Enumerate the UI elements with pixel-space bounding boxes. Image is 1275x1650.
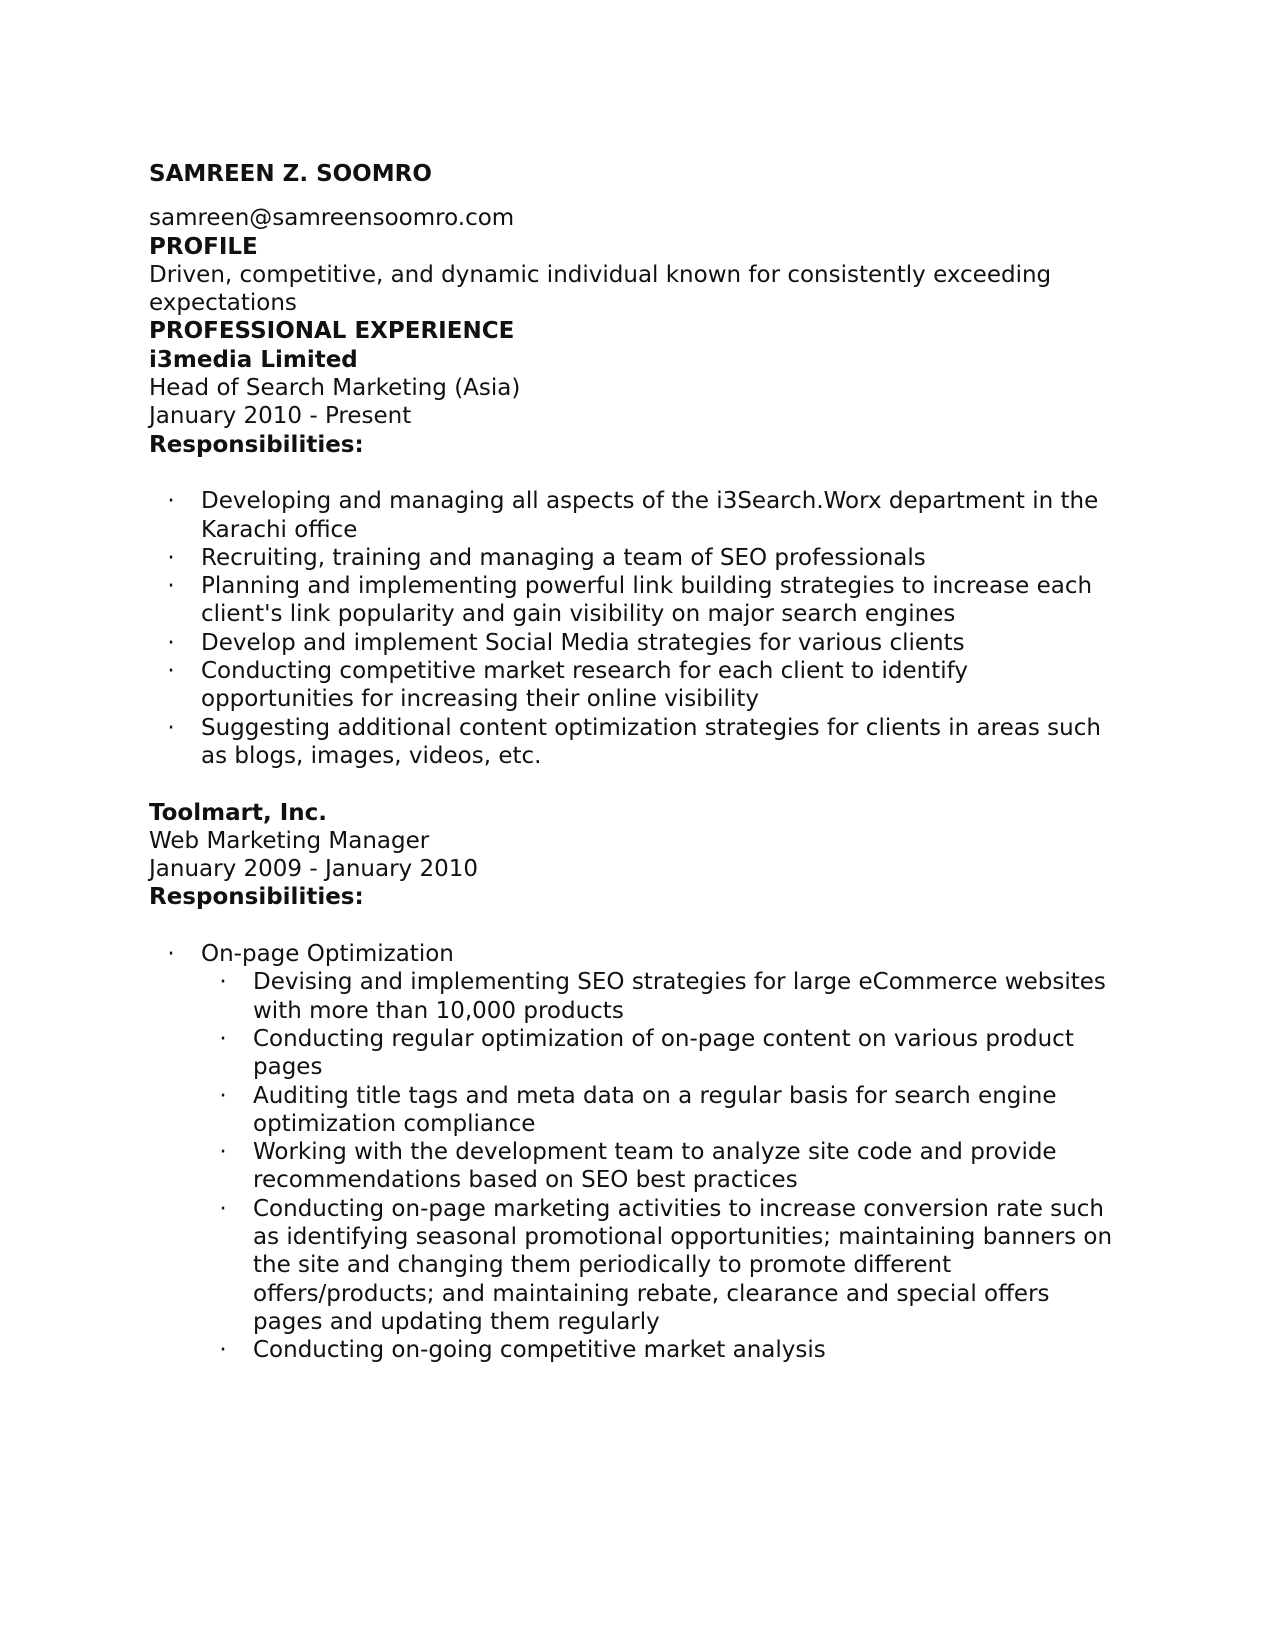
company-name: Toolmart, Inc.	[149, 799, 327, 826]
experience-heading: PROFESSIONAL EXPERIENCE	[149, 318, 515, 345]
spacer	[149, 770, 1124, 798]
list-item	[149, 714, 1124, 771]
bullet-icon: ·	[167, 573, 175, 600]
list-item-text: Conducting regular optimization of on-page content on various product pages	[253, 1025, 1074, 1081]
spacer	[149, 912, 1124, 940]
bullet-icon: ·	[219, 969, 227, 996]
list-item	[149, 544, 1124, 572]
bullet-icon: ·	[219, 1139, 227, 1166]
bullet-icon: ·	[219, 1337, 227, 1364]
list-item-text: Develop and implement Social Media strategies for various clients	[201, 629, 965, 656]
sub-responsibility-list	[201, 968, 1124, 1364]
list-item	[149, 940, 1124, 1364]
company-name: i3media Limited	[149, 346, 358, 373]
list-item-text: Developing and managing all aspects of the i3Search.Worx department in the Karachi office	[201, 488, 1099, 543]
list-item-text: Conducting on-page marketing activities to increase conversion rate such as identifying seasonal promotional opportunities; maintaining banners on the site and changing them periodically to promote different offers/products; and maintaining rebate, clearance and special offers pages and updating them regularly	[253, 1195, 1113, 1335]
bullet-icon: ·	[219, 1082, 227, 1109]
list-item-text: Working with the development team to analyze site code and provide recommendations based on SEO best practices	[253, 1139, 1057, 1194]
job-dates: January 2009 - January 2010	[149, 856, 478, 883]
list-item	[149, 487, 1124, 544]
list-item	[201, 1082, 1124, 1139]
list-item	[201, 1025, 1124, 1082]
list-item-text: Auditing title tags and meta data on a regular basis for search engine optimization compliance	[253, 1082, 1057, 1137]
list-item	[201, 968, 1124, 1025]
bullet-icon: ·	[219, 1025, 227, 1052]
list-item-text: Suggesting additional content optimization strategies for clients in areas such as blogs, images, videos, etc.	[201, 714, 1101, 769]
spacer	[149, 459, 1124, 487]
bullet-icon: ·	[167, 629, 175, 656]
responsibility-list	[149, 487, 1124, 770]
list-item	[149, 657, 1124, 714]
job-title: Web Marketing Manager	[149, 827, 430, 854]
list-item-text: Planning and implementing powerful link building strategies to increase each client's link popularity and gain visibility on major search engines	[201, 573, 1093, 628]
bullet-icon: ·	[167, 544, 175, 571]
list-item	[201, 1138, 1124, 1195]
list-item-text: Conducting competitive market research for each client to identify opportunities for increasing their online visibility	[201, 658, 968, 713]
email-address: samreen@samreensoomro.com	[149, 205, 515, 232]
responsibilities-label: Responsibilities:	[149, 431, 364, 458]
list-item-text: Devising and implementing SEO strategies for large eCommerce websites with more than 10,000 products	[253, 969, 1106, 1024]
bullet-icon: ·	[167, 488, 175, 515]
list-item	[149, 629, 1124, 657]
bullet-icon: ·	[167, 714, 175, 741]
list-item	[201, 1195, 1124, 1336]
bullet-icon: ·	[167, 941, 175, 968]
job-entry	[149, 346, 1124, 770]
list-item	[149, 572, 1124, 629]
list-item	[201, 1336, 1124, 1364]
job-entry	[149, 799, 1124, 1365]
job-title: Head of Search Marketing (Asia)	[149, 375, 521, 402]
responsibility-list	[149, 940, 1124, 1364]
resume-page	[149, 160, 1124, 1364]
job-dates: January 2010 - Present	[149, 403, 412, 430]
responsibilities-label: Responsibilities:	[149, 884, 364, 911]
profile-text: Driven, competitive, and dynamic individual known for consistently exceeding expectations	[149, 261, 1052, 317]
profile-heading: PROFILE	[149, 233, 258, 260]
list-item-text: Recruiting, training and managing a team of SEO professionals	[201, 544, 926, 571]
bullet-icon: ·	[219, 1195, 227, 1222]
list-group-label: On-page Optimization	[201, 941, 454, 968]
list-item-text: Conducting on-going competitive market analysis	[253, 1337, 826, 1364]
candidate-name: SAMREEN Z. SOOMRO	[149, 161, 432, 187]
bullet-icon: ·	[167, 658, 175, 685]
